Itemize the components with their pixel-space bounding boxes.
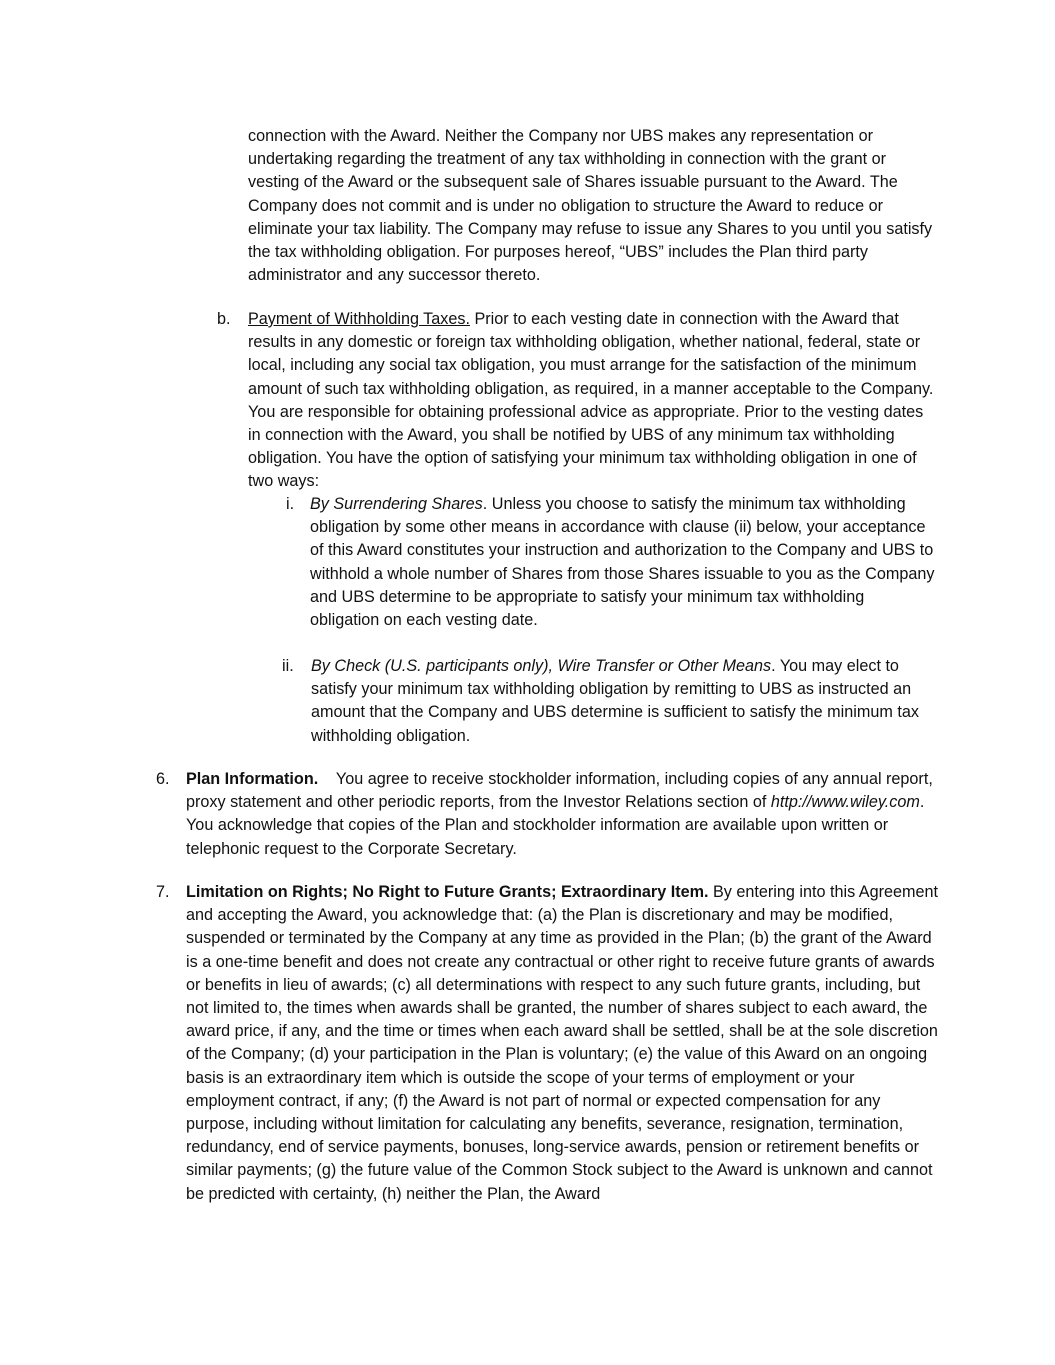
section-6-heading: Plan Information. bbox=[186, 770, 319, 788]
sub-item-ii-text: . You may elect to satisfy your minimum tax withholding obligation by remitting to UBS as instructed an amount that the Company and UBS determine is sufficient to satisfy the minimum tax withholding obligation. bbox=[311, 657, 919, 745]
continuation-text: connection with the Award. Neither the Company nor UBS makes any representation or undertaking regarding the treatment of any tax withholding in connection with the grant or vesting of the Award or the subsequent sale of Shares issuable pursuant to the Award. The Company does not commit and is under no obligation to structure the Award to reduce or eliminate your tax liability. The Company may refuse to issue any Shares to you until you satisfy the tax withholding obligation. For purposes hereof, “UBS” includes the Plan third party administrator and any successor thereto. bbox=[248, 127, 933, 285]
item-b-marker: b. bbox=[217, 310, 231, 328]
section-6-text-after-link: . You acknowledge that copies of the Plan and stockholder information are available upon written or telephonic request to the Corporate Secretary. bbox=[186, 793, 925, 858]
sub-item-i-marker: i. bbox=[286, 495, 295, 513]
wiley-website-link[interactable]: http://www.wiley.com bbox=[770, 793, 920, 812]
sub-item-ii-marker: ii. bbox=[282, 657, 294, 675]
sub-item-ii-heading: By Check (U.S. participants only), Wire Transfer or Other Means bbox=[311, 657, 772, 675]
section-7-paragraph bbox=[186, 881, 938, 1206]
section-7-text: By entering into this Agreement and accepting the Award, you acknowledge that: (a) the Plan is discretionary and may be modified, suspended or terminated by the Company at any time as provided in the Plan; (b) the grant of the Award is a one-time benefit and does not create any contractual or other right to receive future grants of awards or benefits in lieu of awards; (c) all determinations with respect to any such future grants, including, but not limited to, the times when awards shall be granted, the number of shares subject to each award, the award price, if any, and the time or times when each award shall be settled, shall be at the sole discretion of the Company; (d) your participation in the Plan is voluntary; (e) the value of this Award on an ongoing basis is an extraordinary item which is outside the scope of your terms of employment or your employment contract, if any; (f) the Award is not part of normal or expected compensation for any purpose, including without limitation for calculating any benefits, severance, resignation, termination, redundancy, end of service payments, bonuses, long-service awards, pension or retirement benefits or similar payments; (g) the future value of the Common Stock subject to the Award is unknown and cannot be predicted with certainty, (h) neither the Plan, the Award bbox=[186, 883, 938, 1203]
item-b-heading: Payment of Withholding Taxes. bbox=[248, 310, 470, 328]
sub-item-i-text: . Unless you choose to satisfy the minimum tax withholding obligation by some other means in accordance with clause (ii) below, your acceptance of this Award constitutes your instruction and authorization to the Company and UBS to withhold a whole number of Shares from those Shares issuable to you as the Company and UBS determine to be appropriate to satisfy your minimum tax withholding obligation on each vesting date. bbox=[310, 495, 935, 630]
sub-item-ii-paragraph bbox=[311, 655, 936, 748]
continuation-paragraph bbox=[248, 125, 938, 287]
sub-item-i-heading: By Surrendering Shares bbox=[310, 495, 483, 513]
item-b-text: Prior to each vesting date in connection with the Award that results in any domestic or foreign tax withholding obligation, whether national, federal, state or local, including any social tax obligation, you must arrange for the satisfaction of the minimum amount of such tax withholding obligation, as required, in a manner acceptable to the Company. You are responsible for obtaining professional advice as appropriate. Prior to the vesting dates in connection with the Award, you shall be notified by UBS of any minimum tax withholding obligation. You have the option of satisfying your minimum tax withholding obligation in one of two ways: bbox=[248, 310, 934, 491]
section-6-number: 6. bbox=[156, 770, 170, 788]
item-b-paragraph bbox=[248, 308, 938, 494]
section-6-paragraph bbox=[186, 768, 938, 861]
section-6-text-before-link: You agree to receive stockholder information, including copies of any annual report, proxy statement and other periodic reports, from the Investor Relations section of bbox=[186, 770, 938, 812]
sub-item-i-paragraph bbox=[310, 493, 935, 632]
section-7-number: 7. bbox=[156, 883, 170, 901]
section-7-heading: Limitation on Rights; No Right to Future Grants; Extraordinary Item. bbox=[186, 883, 709, 901]
